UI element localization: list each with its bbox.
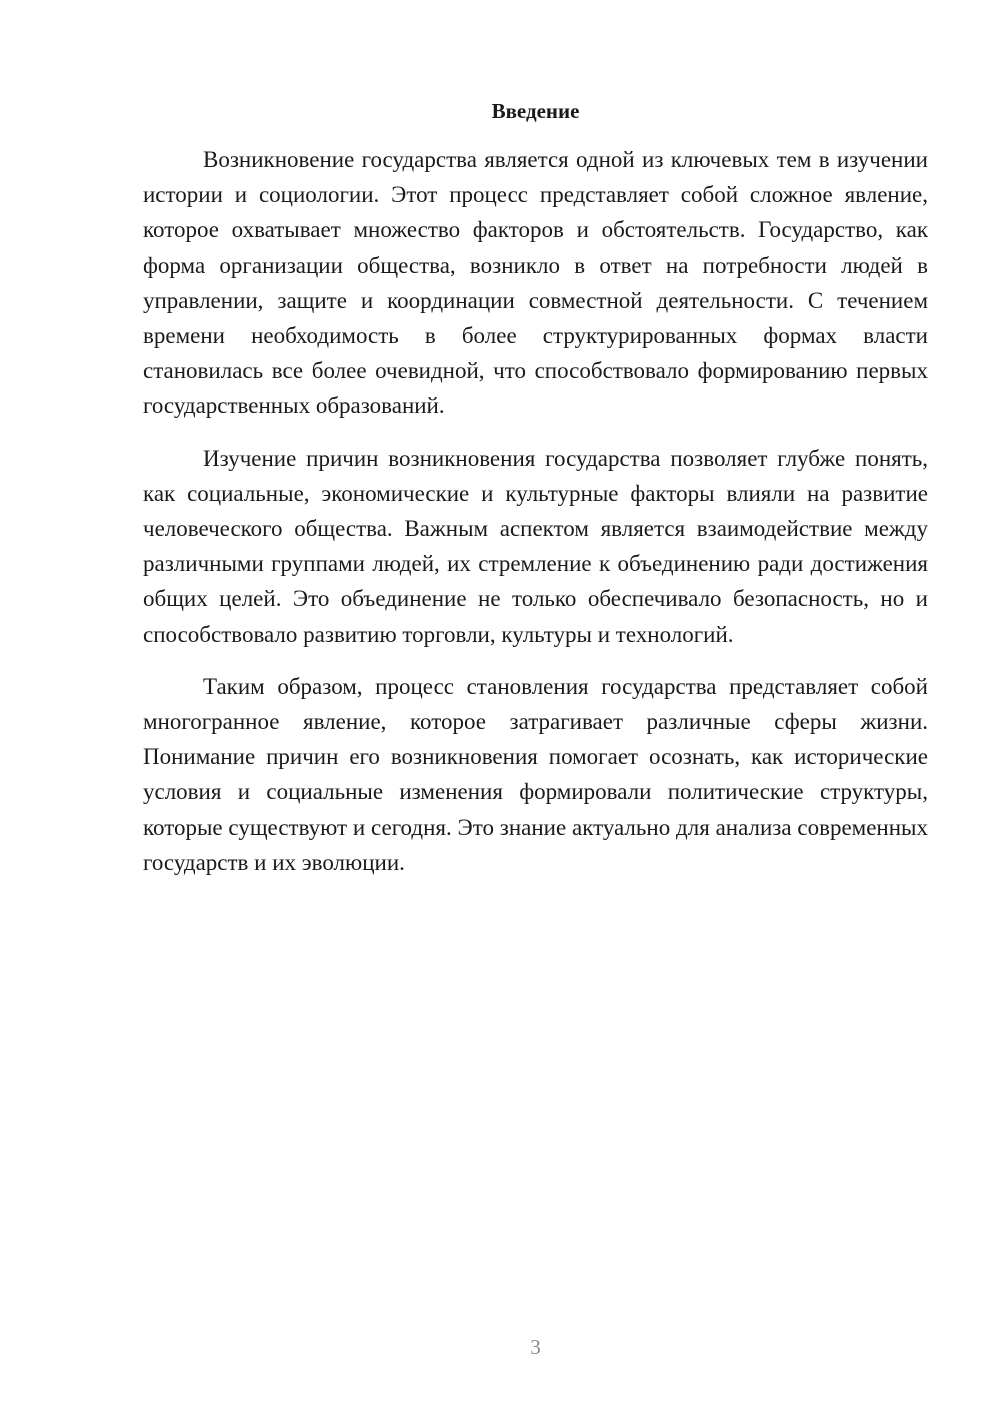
paragraph-2: Изучение причин возникновения государства позволяет глубже понять, как социальные, экономические и культурные факторы влияли на развитие человеческого общества. Важным аспектом является взаимодействие между различными группами людей, их стремление к объединению ради достижения общих целей. Это объединение не только обеспечивало безопасность, но и способствовало развитию торговли, культуры и технологий.	[143, 445, 928, 647]
paragraph-3: Таким образом, процесс становления государства представляет собой многогранное явление, которое затрагивает различные сферы жизни. Понимание причин его возникновения помогает осознать, как исторические условия и социальные изменения формировали политические структуры, которые существуют и сегодня. Это знание актуально для анализа современных государств и их эволюции.	[143, 673, 928, 875]
section-heading: Введение	[491, 99, 580, 123]
paragraph-1: Возникновение государства является одной из ключевых тем в изучении истории и социологии. Этот процесс представляет собой сложное явление, которое охватывает множество факторов и обстоятельств. Государство, как форма организации общества, возникло в ответ на потребности людей в управлении, защите и координации совместной деятельности. С течением времени необходимость в более структурированных формах власти становилась все более очевидной, что способствовало формированию первых государственных образований.	[143, 147, 928, 419]
page-number: 3	[530, 1335, 541, 1359]
body-text	[143, 142, 928, 897]
